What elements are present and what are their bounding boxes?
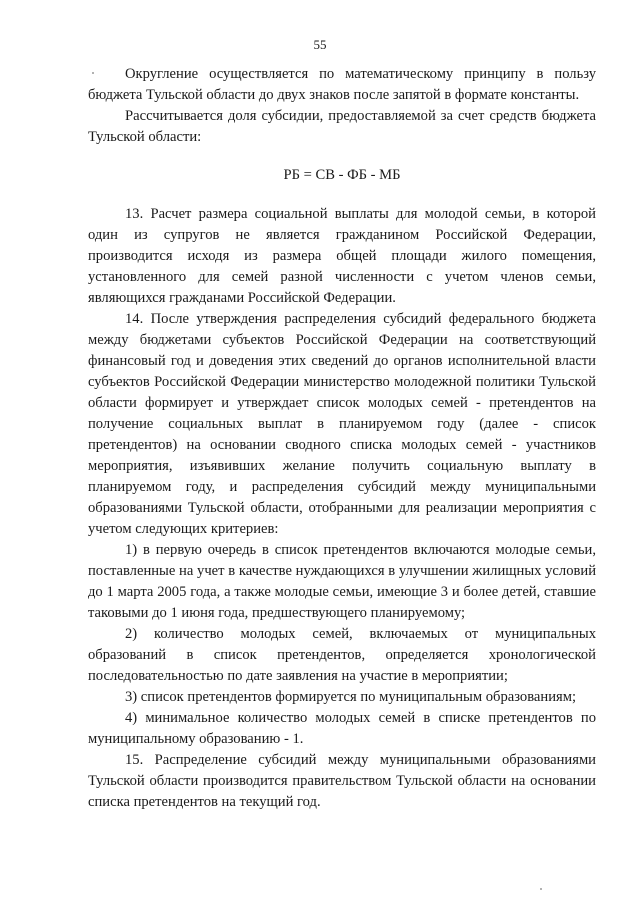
scan-speck xyxy=(540,888,542,890)
scan-speck xyxy=(92,72,94,74)
criterion-4: 4) минимальное количество молодых семей в списке претендентов по муниципальному образованию - 1. xyxy=(88,710,596,747)
formula: РБ = СВ - ФБ - МБ xyxy=(283,167,401,183)
paragraph-rounding: Округление осуществляется по математическому принципу в пользу бюджета Тульской области до двух знаков после запятой в формате константы. xyxy=(88,66,596,103)
paragraph-item-13: 13. Расчет размера социальной выплаты для молодой семьи, в которой один из супругов не является гражданином Российской Федерации, производится исходя из размера общей площади жилого помещения, установленного для семей разной численности с учетом членов семьи, являющихся гражданами Российской Федерации. xyxy=(88,206,596,306)
paragraph-item-15: 15. Распределение субсидий между муниципальными образованиями Тульской области производится правительством Тульской области на основании списка претендентов на текущий год. xyxy=(88,752,596,810)
criterion-2: 2) количество молодых семей, включаемых от муниципальных образований в список претендентов, определяется хронологической последовательностью по дате заявления на участие в мероприятии; xyxy=(88,626,596,684)
page-number: 55 xyxy=(313,37,327,52)
criterion-1: 1) в первую очередь в список претендентов включаются молодые семьи, поставленные на учет в качестве нуждающихся в улучшении жилищных условий до 1 марта 2005 года, а также молодые семьи, имеющие 3 и более детей, ставшие таковыми до 1 июня года, предшествующего планируемому; xyxy=(88,542,596,621)
document-body xyxy=(88,64,596,813)
paragraph-subsidy-share: Рассчитывается доля субсидии, предоставляемой за счет средств бюджета Тульской области: xyxy=(88,108,596,145)
paragraph-item-14: 14. После утверждения распределения субсидий федерального бюджета между бюджетами субъектов Российской Федерации на соответствующий финансовый год и доведения этих сведений до органов исполнительной власти субъектов Российской Федерации министерство молодежной политики Тульской области формирует и утверждает список молодых семей - претендентов на получение социальных выплат в планируемом году (далее - список претендентов) на основании сводного списка молодых семей - участников мероприятия, изъявивших желание получить социальную выплату в планируемом году, и распределения субсидий между муниципальными образованиями Тульской области, отобранными для реализации мероприятия с учетом следующих критериев: xyxy=(88,311,596,537)
criterion-3: 3) список претендентов формируется по муниципальным образованиям; xyxy=(125,689,577,705)
